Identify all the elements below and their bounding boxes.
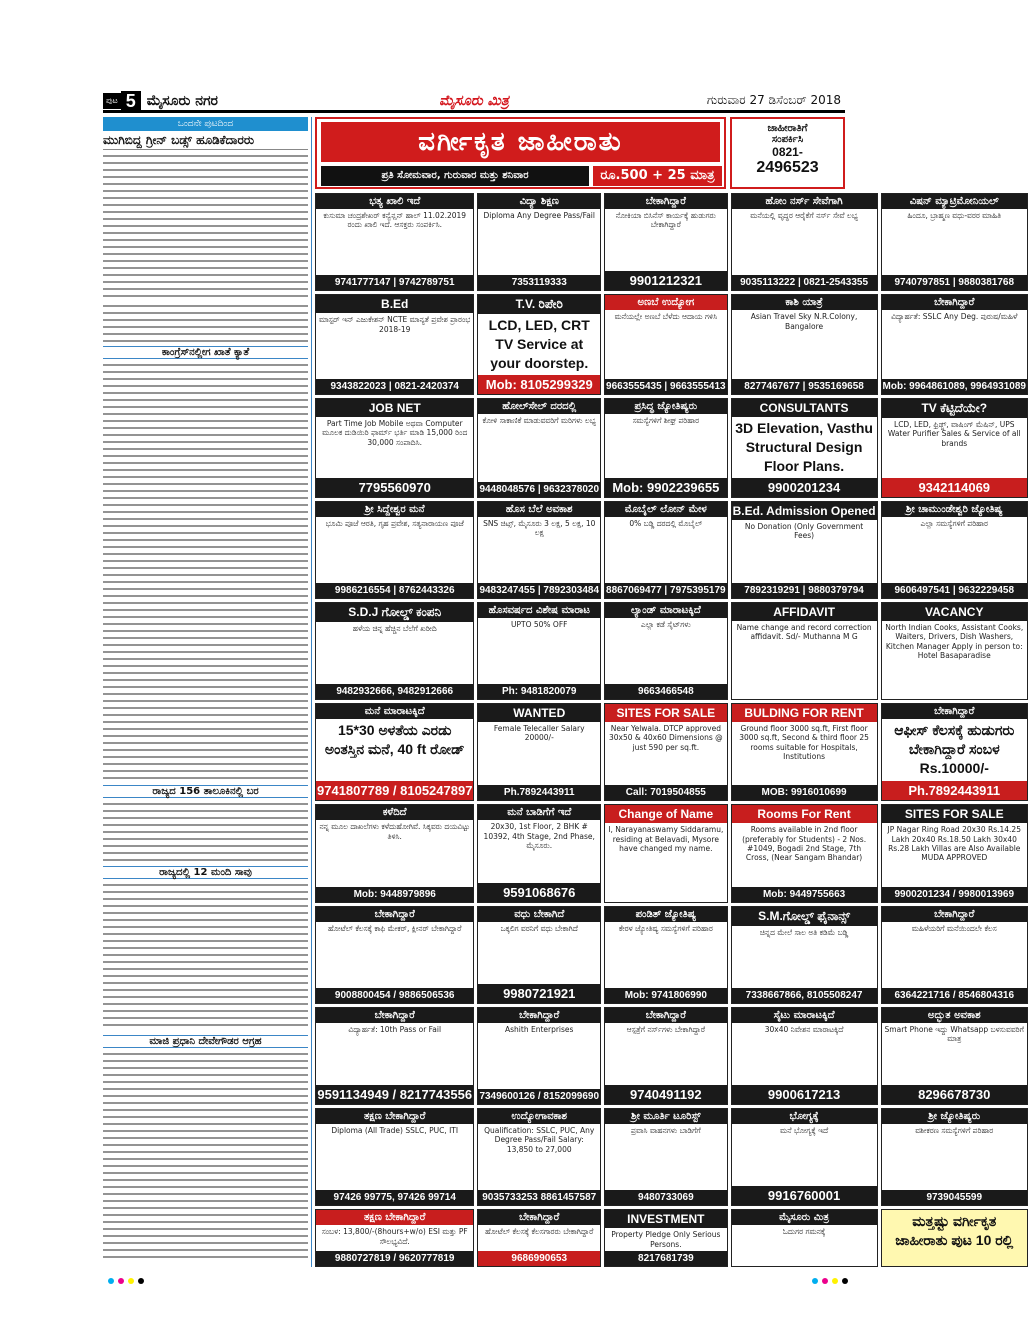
classified-ad	[731, 602, 878, 700]
ad-phone: Mob: 9964861089, 9964931089	[882, 380, 1026, 392]
ad-title: ವಿದ್ಯಾ ಶಿಕ್ಷಣ	[478, 194, 600, 209]
ad-phone: 9483247455 | 7892303484	[479, 584, 600, 596]
classified-ad	[604, 501, 728, 599]
classified-ad	[604, 703, 728, 801]
ad-title: ಸೈಟು ಮಾರಾಟಕ್ಕಿದೆ	[732, 1008, 877, 1023]
ad-title: ಶ್ರೀ ಸಿದ್ದೇಶ್ವರ ಮನೆ	[316, 502, 473, 517]
story-body-text	[103, 1050, 308, 1260]
ad-title: ಹೊಸವರ್ಷದ ವಿಶೇಷ ಮಾರಾಟ	[478, 603, 600, 618]
contact-line1: ಜಾಹೀರಾತಿಗೆ	[767, 123, 808, 134]
ad-body: ಒಕ್ಕಲಿಗ ವರನಿಗೆ ವಧು ಬೇಕಾಗಿದೆ	[500, 923, 578, 933]
ad-title: Change of Name	[605, 805, 727, 823]
classified-ad	[604, 398, 728, 498]
continued-tag: ಒಂದನೇ ಪುಟದಿಂದ	[103, 117, 308, 131]
ad-body: ಆಫೀಸ್ ಕೆಲಸಕ್ಕೆ ಹುಡುಗರು ಬೇಕಾಗಿದ್ದಾರೆ ಸಂಬಳ Rs.10000/-	[894, 722, 1015, 776]
ad-phone: 7338667866, 8105508247	[732, 988, 877, 1003]
ad-phone: 8217681739	[605, 1251, 727, 1266]
ad-title: T.V. ರಿಪೇರಿ	[478, 295, 600, 314]
ad-body: Asian Travel Sky N.R.Colony, Bangalore	[750, 312, 858, 331]
ad-title: ಬೇಕಾಗಿದ್ದಾರೆ	[478, 1210, 600, 1225]
ad-phone: 7795560970	[316, 478, 473, 497]
ad-title: ಭತ್ಯ ಖಾಲಿ ಇದೆ	[316, 194, 473, 209]
cyan-mark	[812, 1278, 818, 1284]
ad-phone: 8277467677 | 9535169658	[732, 379, 877, 394]
ad-phone: 9663466548	[605, 684, 727, 699]
classified-ad	[881, 1007, 1028, 1105]
yellow-mark	[128, 1278, 134, 1284]
ad-body: UPTO 50% OFF	[511, 619, 568, 629]
ad-title: ಬೇಕಾಗಿದ್ದಾರೆ	[882, 907, 1027, 922]
ad-body: ಪ್ರವಾಸಿ ವಾಹನಗಳು ಬಾಡಿಗೆಗೆ	[630, 1126, 701, 1135]
ad-body: ಮನೆಯಲ್ಲಿ ವೃದ್ಧರ ಆರೈಕೆಗೆ ನರ್ಸ್ ಸೇವೆ ಲಭ್ಯ	[750, 211, 858, 220]
classified-ad	[731, 1108, 878, 1206]
ad-title: ಮೈಸೂರು ಮಿತ್ರ	[732, 1210, 877, 1225]
ad-body: North Indian Cooks, Assistant Cooks, Waiters, Drivers, Dish Washers, Kitchen Manager Apply in person to: Hotel Basaparadise	[885, 622, 1024, 660]
ad-title: ಬೇಕಾಗಿದ್ದಾರೆ	[882, 704, 1027, 719]
classified-ad	[731, 398, 878, 498]
ad-title: ತಕ್ಷಣ ಬೇಕಾಗಿದ್ದಾರೆ	[316, 1210, 473, 1225]
ad-body: Ground floor 3000 sq.ft, First floor 3000 sq.ft, Second & third floor 25 rooms suitable for Hospitals, Institutions	[739, 724, 869, 762]
magenta-mark	[822, 1278, 828, 1284]
ad-phone: 9343822023 | 0821-2420374	[316, 379, 473, 394]
classified-ad	[881, 602, 1028, 700]
ad-phone: 9035733253 8861457587	[478, 1190, 600, 1205]
ad-title: ಪ್ರಸಿದ್ಧ ಜ್ಯೋತಿಷ್ಯರು	[605, 399, 727, 414]
ad-title: ಅದ್ಭುತ ಅವಕಾಶ	[882, 1008, 1027, 1023]
ad-phone: Mob: 8105299329	[478, 375, 600, 394]
ad-title: ಹೋಲ್‌ಸೇಲ್ ದರದಲ್ಲಿ	[478, 399, 600, 414]
classified-ad	[477, 703, 601, 801]
ad-body: ಕೇರಳ ಜ್ಯೋತಿಷ್ಯ ಸಮಸ್ಯೆಗಳಿಗೆ ಪರಿಹಾರ	[618, 923, 713, 933]
ad-body: Part Time Job Mobile ಅಥವಾ Computer ಮೂಲಕ ದುಡಿಯಿರಿ ಫಾರ್ಮ್ ಭರ್ತಿ ಮಾಡಿ 15,000 ರಿಂದ 30,000 ಸಂಪಾದಿಸಿ.	[322, 418, 468, 447]
classified-ad	[315, 1209, 474, 1267]
classified-ad	[881, 398, 1028, 498]
classified-ad	[604, 602, 728, 700]
ad-title: AFFIDAVIT	[732, 603, 877, 621]
ad-body: 30x40 ನಿವೇಶನ ಮಾರಾಟಕ್ಕಿದೆ	[764, 1024, 844, 1034]
banner-title: ವರ್ಗೀಕೃತ ಜಾಹೀರಾತು	[321, 122, 720, 162]
ad-body: ನೋಕಿಯಾ ಬಿಸಿನೆಸ್ ಕಾರ್ಯಕ್ಕೆ ಹುಡುಗರು ಬೇಕಾಗಿದ್ದಾರೆ	[615, 211, 716, 230]
ad-phone: 9901212321	[605, 271, 727, 290]
story-headline: ಮುಗಿಬಿದ್ದ ಗ್ರೀನ್ ಬಡ್ಸ್ ಹೂಡಿಕೆದಾರರು	[103, 131, 308, 150]
ad-body: Rooms available in 2nd floor (preferably for Students) - 2 Nos. #1049, Bogadi 2nd Stage, 7th Cross, (Near Sangam Bhandar)	[742, 825, 867, 863]
ad-body: Diploma Any Degree Pass/Fail	[483, 211, 595, 220]
contact-number: 2496523	[756, 159, 819, 176]
classified-ad	[881, 1209, 1028, 1267]
classifieds-banner	[315, 117, 845, 189]
ad-phone: 7892319291 | 9880379794	[732, 583, 877, 598]
ad-phone: 9740797851 | 9880381768	[882, 275, 1027, 290]
ad-phone: MOB: 9916010699	[732, 785, 877, 800]
story-body-text	[103, 800, 308, 862]
classified-ad	[881, 804, 1028, 902]
registration-marks	[812, 1278, 848, 1284]
ad-title: ಬೇಕಾಗಿದ್ದಾರೆ	[605, 1008, 727, 1023]
ad-title: ಹೊಸ ಬೆಲೆ ಅವಕಾಶ	[478, 502, 600, 517]
ad-phone: 9008800454 / 9886506536	[316, 988, 473, 1003]
left-news-column	[103, 117, 308, 1267]
ad-body: Ashith Enterprises	[505, 1024, 574, 1034]
classified-ad	[315, 602, 474, 700]
ad-phone: 9986216554 | 8762443326	[316, 583, 473, 598]
ad-body: ಮಹಿಳೆಯರಿಗೆ ಮನೆಯಿಂದಲೇ ಕೆಲಸ	[911, 923, 997, 933]
ad-title: S.M.ಗೋಲ್ಡ್ ಫೈನಾನ್ಸ್	[732, 907, 877, 926]
masthead-logo: ಮೈಸೂರು ಮಿತ್ರ	[439, 92, 509, 109]
ad-title: ವಿಷನ್ ಮ್ಯಾಟ್ರಿಮೋನಿಯಲ್	[882, 194, 1027, 209]
ad-body: Near Yelwala. DTCP approved 30x50 & 40x60 Dimensions @ just 590 per sq.ft.	[608, 724, 723, 752]
classified-ad	[315, 703, 474, 801]
ad-title: B.Ed	[316, 295, 473, 313]
black-mark	[138, 1278, 144, 1284]
ad-phone: Mob: 9741806990	[605, 988, 727, 1003]
ad-phone: 9591134949 / 8217743556	[317, 1087, 473, 1102]
ad-body: I, Narayanaswamy Siddaramu, residing at Belavadi, Mysore have changed my name.	[608, 825, 724, 854]
ad-phone: 9606497541 | 9632229458	[882, 583, 1027, 598]
ad-phone: 9741777147 | 9742789751	[316, 275, 473, 290]
ad-body: ಮತ್ತಷ್ಟು ವರ್ಗೀಕೃತ ಜಾಹೀರಾತು ಪುಟ 10 ರಲ್ಲಿ	[895, 1213, 1014, 1249]
classified-ad	[604, 804, 728, 902]
classified-ad	[731, 703, 878, 801]
ad-body: ಕುಸುಮಾ ಚಂದ್ರಶೇಖರ್ ಕನ್ವೆನ್ಷನ್ ಹಾಲ್ 11.02.2019 ರಂದು ಖಾಲಿ ಇದೆ. ಆಸಕ್ತರು ಸಂಪರ್ಕಿಸಿ.	[323, 211, 467, 230]
ad-body: ಎಲ್ಲಾ ಸಮಸ್ಯೆಗಳಿಗೆ ಪರಿಹಾರ	[920, 518, 988, 528]
ad-phone: Call: 7019504855	[605, 785, 727, 800]
ad-phone: 9900201234 / 9980013969	[882, 887, 1027, 902]
ad-body: LCD, LED, CRT TV Service at your doorstep.	[488, 317, 590, 372]
section-title: ಮೈಸೂರು ನಗರ	[146, 92, 218, 109]
ad-title: VACANCY	[882, 603, 1027, 621]
classified-ad	[315, 501, 474, 599]
ad-title: JOB NET	[316, 399, 473, 417]
ad-body: JP Nagar Ring Road 20x30 Rs.14.25 Lakh 20x40 Rs.18.50 Lakh 30x40 Rs.28 Lakh Villas are Also Available MUDA APPROVED	[887, 825, 1021, 863]
ad-phone: Ph.7892443911	[478, 785, 600, 800]
ad-title: ಮನೆ ಬಾಡಿಗೆಗೆ ಇದೆ	[478, 805, 600, 820]
classified-ad	[477, 193, 601, 291]
ad-title: ವಧು ಬೇಕಾಗಿದೆ	[478, 907, 600, 922]
ad-title: ಬೇಕಾಗಿದ್ದಾರೆ	[316, 1008, 473, 1023]
ad-body: ಹೋಟೆಲ್ ಕೆಲಸಕ್ಕೆ ಕಾಫಿ ಮೇಕರ್, ಕ್ಲೀನರ್ ಬೇಕಾಗಿದ್ದಾರೆ	[328, 923, 462, 933]
page-label: ಪುಟ	[103, 93, 121, 109]
ad-body: Female Telecaller Salary 20000/-	[493, 724, 585, 743]
page-number-badge	[103, 91, 141, 111]
classified-ad	[477, 1108, 601, 1206]
ad-title: ಪಂಡಿತ್ ಜ್ಯೋತಿಷ್ಯ	[605, 907, 727, 922]
ad-body: Smart Phone ಇದ್ದು Whatsapp ಬಳಸುವವರಿಗೆ ಮಾತ್ರ	[884, 1024, 1024, 1044]
ad-phone: Mob: 9449755663	[732, 887, 877, 902]
contact-code: 0821-	[772, 145, 803, 159]
ad-phone: 6364221716 / 8546804316	[882, 988, 1027, 1003]
story-body-text	[103, 881, 308, 1031]
banner-contact-box	[730, 117, 845, 189]
ad-phone: 8296678730	[882, 1085, 1027, 1104]
ad-body: Name change and record correction affidavit. Sd/- Muthanna M G	[736, 622, 872, 642]
ad-phone: 9880727819 / 9620777819	[316, 1251, 473, 1266]
ad-title: WANTED	[478, 704, 600, 722]
classified-ads-grid	[315, 193, 1026, 1267]
classified-ad	[315, 804, 474, 902]
classified-ad	[315, 398, 474, 498]
ad-body: 0% ಬಡ್ಡಿ ದರದಲ್ಲಿ ಮೊಬೈಲ್	[629, 518, 703, 528]
ad-title: ಮನೆ ಮಾರಾಟಕ್ಕಿದೆ	[316, 704, 473, 719]
story-headline: ಕಾಂಗ್ರೆಸ್‌ನಲ್ಲೀಗ ಖಾತೆ ಕ್ಯಾತೆ	[103, 346, 308, 359]
story-headline: ರಾಜ್ಯದಲ್ಲಿ 12 ಮಂದಿ ಸಾವು	[103, 866, 308, 879]
ad-body: ಓದುಗರ ಗಮನಕ್ಕೆ	[782, 1227, 826, 1237]
ad-phone: 97426 99775, 97426 99714	[316, 1190, 473, 1205]
ad-body: ಆಸ್ಪತ್ರೆಗೆ ನರ್ಸ್‌ಗಳು ಬೇಕಾಗಿದ್ದಾರೆ	[626, 1024, 705, 1034]
banner-main	[315, 117, 726, 189]
ad-body: LCD, LED, ಫ್ರಿಡ್ಜ್, ವಾಷಿಂಗ್ ಮೆಷಿನ್, UPS Water Purifier Sales & Service of all brands	[887, 419, 1021, 448]
page-number: 5	[121, 91, 141, 111]
ad-phone: 9686990653	[478, 1251, 600, 1266]
ad-body: ವಶೀಕರಣ ಸಮಸ್ಯೆಗಳಿಗೆ ಪರಿಹಾರ	[915, 1126, 994, 1135]
ad-title: ಬೇಕಾಗಿದ್ದಾರೆ	[882, 295, 1027, 310]
classified-ad	[315, 1007, 474, 1105]
story-body-text	[103, 361, 308, 781]
ad-title: ಭೋಗ್ಯಕ್ಕೆ	[732, 1109, 877, 1124]
classified-ad	[731, 501, 878, 599]
classified-ad	[731, 193, 878, 291]
ad-body: ಸಂಬಳ: 13,800/-(8hours+w/o) ESI ಮತ್ತು PF ಸೌಲಭ್ಯವಿದೆ.	[321, 1227, 468, 1246]
classified-ad	[604, 1108, 728, 1206]
banner-price: ರೂ.500 + 25 ಮಾತ್ರ	[593, 166, 722, 186]
page-header	[103, 91, 845, 113]
ad-phone: Ph.7892443911	[882, 781, 1027, 800]
classified-ad	[315, 906, 474, 1004]
ad-body: ಕೋಳಿ ಸಾಕಾಣಿಕೆ ಮಾಡುವವರಿಗೆ ಮರಿಗಳು ಲಭ್ಯ	[482, 415, 596, 425]
ad-body: ವಿದ್ಯಾರ್ಹತೆ: SSLC Any Deg. ಪುರುಷ/ಮಹಿಳೆ	[891, 312, 1018, 322]
ad-body: ವಿದ್ಯಾರ್ಹತೆ: 10th Pass or Fail	[348, 1024, 442, 1034]
ad-title: ಕಾಶಿ ಯಾತ್ರೆ	[732, 295, 877, 310]
classified-ad	[881, 501, 1028, 599]
classified-ad	[881, 294, 1028, 395]
ad-phone: 7349600126 / 8152099690	[479, 1091, 600, 1102]
classified-ad	[604, 294, 728, 395]
classified-ad	[315, 294, 474, 395]
ad-body: ಎಲ್ಲಾ ಕಡೆ ಸೈಟ್‌ಗಳು	[640, 619, 691, 629]
ad-body: ಮಾಸ್ಟರ್ ಇನ್ ಎಜುಕೇಶನ್ NCTE ಮಾನ್ಯತೆ ಪ್ರವೇಶ ಪ್ರಾರಂಭ 2018-19	[319, 315, 471, 334]
ad-body: ಚಿನ್ನದ ಮೇಲೆ ಸಾಲ ಅತಿ ಕಡಿಮೆ ಬಡ್ಡಿ	[759, 927, 849, 937]
edition-date: ಗುರುವಾರ 27 ಡಿಸೆಂಬರ್ 2018	[706, 93, 841, 107]
ad-phone: 9480733069	[605, 1190, 727, 1205]
yellow-mark	[832, 1278, 838, 1284]
ad-title: ಉದ್ಯೋಗಾವಕಾಶ	[478, 1109, 600, 1124]
classified-ad	[315, 1108, 474, 1206]
classified-ad	[315, 193, 474, 291]
ad-title: INVESTMENT	[605, 1210, 727, 1228]
ad-body: SNS ಚಿಟ್ಸ್, ಮೈಸೂರು 3 ಲಕ್ಷ, 5 ಲಕ್ಷ, 10 ಲಕ್ಷ	[483, 518, 596, 537]
ad-phone: 9591068676	[478, 883, 600, 902]
classified-ad	[477, 294, 601, 395]
column-divider	[311, 117, 312, 1267]
classified-ad	[731, 294, 878, 395]
ad-body: ಹಿಂದೂ, ಬ್ರಾಹ್ಮಣ ವಧು-ವರರ ಮಾಹಿತಿ	[907, 211, 1002, 220]
story-headline: ಮಾಜಿ ಪ್ರಧಾನಿ ದೇವೇಗೌಡರ ಆಗ್ರಹ	[103, 1035, 308, 1048]
ad-phone: 9741807789 / 8105247897	[317, 783, 473, 799]
banner-days: ಪ್ರತಿ ಸೋಮವಾರ, ಗುರುವಾರ ಮತ್ತು ಶನಿವಾರ	[321, 166, 589, 186]
ad-title: ತಕ್ಷಣ ಬೇಕಾಗಿದ್ದಾರೆ	[316, 1109, 473, 1124]
ad-body: ನನ್ನ ಮೂಲ ದಾಖಲೆಗಳು ಕಳೆದುಹೋಗಿವೆ. ಸಿಕ್ಕವರು ದಯವಿಟ್ಟು ತಿಳಿಸಿ.	[319, 822, 470, 841]
ad-phone: 9482932666, 9482912666	[316, 684, 473, 699]
ad-title: ಹೋಂ ನರ್ಸ್ ಸೇವೆಗಾಗಿ	[732, 194, 877, 209]
ad-body: ಭೂಮಿ ಪೂಜೆ ಆರತಿ, ಗೃಹ ಪ್ರವೇಶ, ಸತ್ಯನಾರಾಯಣ ಪೂಜೆ	[325, 518, 464, 528]
ad-phone: 9035113222 | 0821-2543355	[732, 275, 877, 290]
ad-title: ಬೇಕಾಗಿದ್ದಾರೆ	[316, 907, 473, 922]
registration-marks	[108, 1278, 144, 1284]
ad-body: ಮನೆಯಲ್ಲೇ ಅಣಬೆ ಬೆಳೆದು ಆದಾಯ ಗಳಿಸಿ	[614, 312, 718, 322]
ad-body: ಮನೆ ಭೋಗ್ಯಕ್ಕೆ ಇದೆ	[779, 1126, 829, 1135]
ad-body: 15*30 ಅಳತೆಯ ಎರಡು ಅಂತಸ್ತಿನ ಮನೆ, 40 ft ರೋಡ್	[324, 722, 465, 757]
ad-title: SITES FOR SALE	[605, 704, 727, 722]
classified-ad	[477, 1209, 601, 1267]
ad-title: TV ಕೆಟ್ಟಿದೆಯೇ?	[882, 399, 1027, 418]
ad-title: ಅಣಬೆ ಉದ್ಯೋಗ	[605, 295, 727, 310]
ad-phone: 7353119333	[478, 275, 600, 290]
black-mark	[842, 1278, 848, 1284]
ad-body: ಹೋಟೆಲ್ ಕೆಲಸಕ್ಕೆ ಕೆಲಸಗಾರರು ಬೇಕಾಗಿದ್ದಾರೆ	[485, 1227, 594, 1237]
ad-body: 20x30, 1st Floor, 2 BHK # 10392, 4th Stage, 2nd Phase, ಮೈಸೂರು.	[483, 822, 595, 851]
ad-body: No Donation (Only Government Fees)	[744, 521, 864, 540]
ad-title: ಶ್ರೀ ಮೂರ್ತಿ ಟೂರಿಸ್ಟ್	[605, 1109, 727, 1124]
classified-ad	[731, 804, 878, 902]
ad-body: 3D Elevation, Vasthu Structural Design Floor Plans.	[735, 419, 873, 474]
classified-ad	[881, 193, 1028, 291]
classified-ad	[477, 1007, 601, 1105]
ad-title: B.Ed. Admission Opened	[732, 503, 876, 518]
ad-phone: 9980721921	[478, 984, 600, 1003]
classified-ad	[881, 1108, 1028, 1206]
ad-phone: 9342114069	[882, 478, 1027, 497]
classified-ad	[477, 501, 601, 599]
story-body-text	[103, 302, 308, 342]
classified-ad	[731, 906, 878, 1004]
ad-phone: 9739045599	[882, 1190, 1027, 1205]
ad-body: Property Pledge Only Serious Persons.	[611, 1230, 721, 1249]
classified-ad	[477, 804, 601, 902]
ad-phone: 9663555435 | 9663555413	[606, 380, 726, 392]
classified-ad	[477, 602, 601, 700]
ad-phone: 9740491192	[605, 1085, 727, 1104]
ad-title: Rooms For Rent	[732, 805, 877, 823]
ad-phone: 8867069477 | 7975395179	[606, 584, 726, 596]
ad-body: Qualification: SSLC, PUC, Any Degree Pass/Fail Salary: 13,850 to 27,000	[484, 1126, 595, 1154]
classified-ad	[604, 1007, 728, 1105]
ad-title: ಮೊಬೈಲ್ ಲೋನ್ ಮೇಳ	[605, 502, 727, 517]
ad-title: ಶ್ರೀ ಚಾಮುಂಡೇಶ್ವರಿ ಜ್ಯೋತಿಷ್ಯ	[882, 502, 1027, 517]
cyan-mark	[108, 1278, 114, 1284]
ad-title: ಲ್ಯಾಂಡ್ ಮಾರಾಟಕ್ಕಿದೆ	[605, 603, 727, 618]
ad-title: S.D.J ಗೋಲ್ಡ್ ಕಂಪನಿ	[316, 603, 473, 622]
ad-phone: 9900617213	[732, 1085, 877, 1104]
classified-ad	[604, 1209, 728, 1267]
contact-line2: ಸಂಪರ್ಕಿಸಿ	[771, 134, 804, 145]
ad-title: ಶ್ರೀ ಜ್ಯೋತಿಷ್ಯರು	[882, 1109, 1027, 1124]
classified-ad	[881, 906, 1028, 1004]
ad-title: BULDING FOR RENT	[732, 704, 877, 722]
classified-ad	[604, 193, 728, 291]
ad-title: CONSULTANTS	[732, 399, 877, 417]
ad-title: ಬೇಕಾಗಿದ್ದಾರೆ	[605, 194, 727, 209]
classified-ad	[477, 906, 601, 1004]
ad-body: Diploma (All Trade) SSLC, PUC, ITI	[331, 1126, 459, 1135]
ad-title: SITES FOR SALE	[882, 805, 1027, 823]
ad-phone: 9916760001	[732, 1186, 877, 1205]
ad-body: ಸಮಸ್ಯೆಗಳಿಗೆ ಶೀಘ್ರ ಪರಿಹಾರ	[632, 415, 700, 425]
classified-ad	[604, 906, 728, 1004]
ad-phone: Ph: 9481820079	[478, 684, 600, 699]
ad-phone: 9900201234	[732, 478, 877, 497]
magenta-mark	[118, 1278, 124, 1284]
ad-title: ಕಳೆದಿದೆ	[316, 805, 473, 820]
classified-ad	[477, 398, 601, 498]
story-headline: ರಾಜ್ಯದ 156 ತಾಲೂಕಿನಲ್ಲಿ ಬರ	[103, 785, 308, 798]
classified-ad	[881, 703, 1028, 801]
classified-ad	[731, 1007, 878, 1105]
ad-phone: 9448048576 | 9632378020	[479, 483, 600, 495]
ad-phone: Mob: 9448979896	[316, 887, 473, 902]
ad-body: ಹಳೆಯ ಚಿನ್ನ ಹೆಚ್ಚಿನ ಬೆಲೆಗೆ ಖರೀದಿ	[352, 623, 437, 633]
story-body-text	[103, 152, 308, 298]
classified-ad	[731, 1209, 878, 1267]
ad-phone: Mob: 9902239655	[605, 478, 727, 497]
ad-title: ಬೇಕಾಗಿದ್ದಾರೆ	[478, 1008, 600, 1023]
